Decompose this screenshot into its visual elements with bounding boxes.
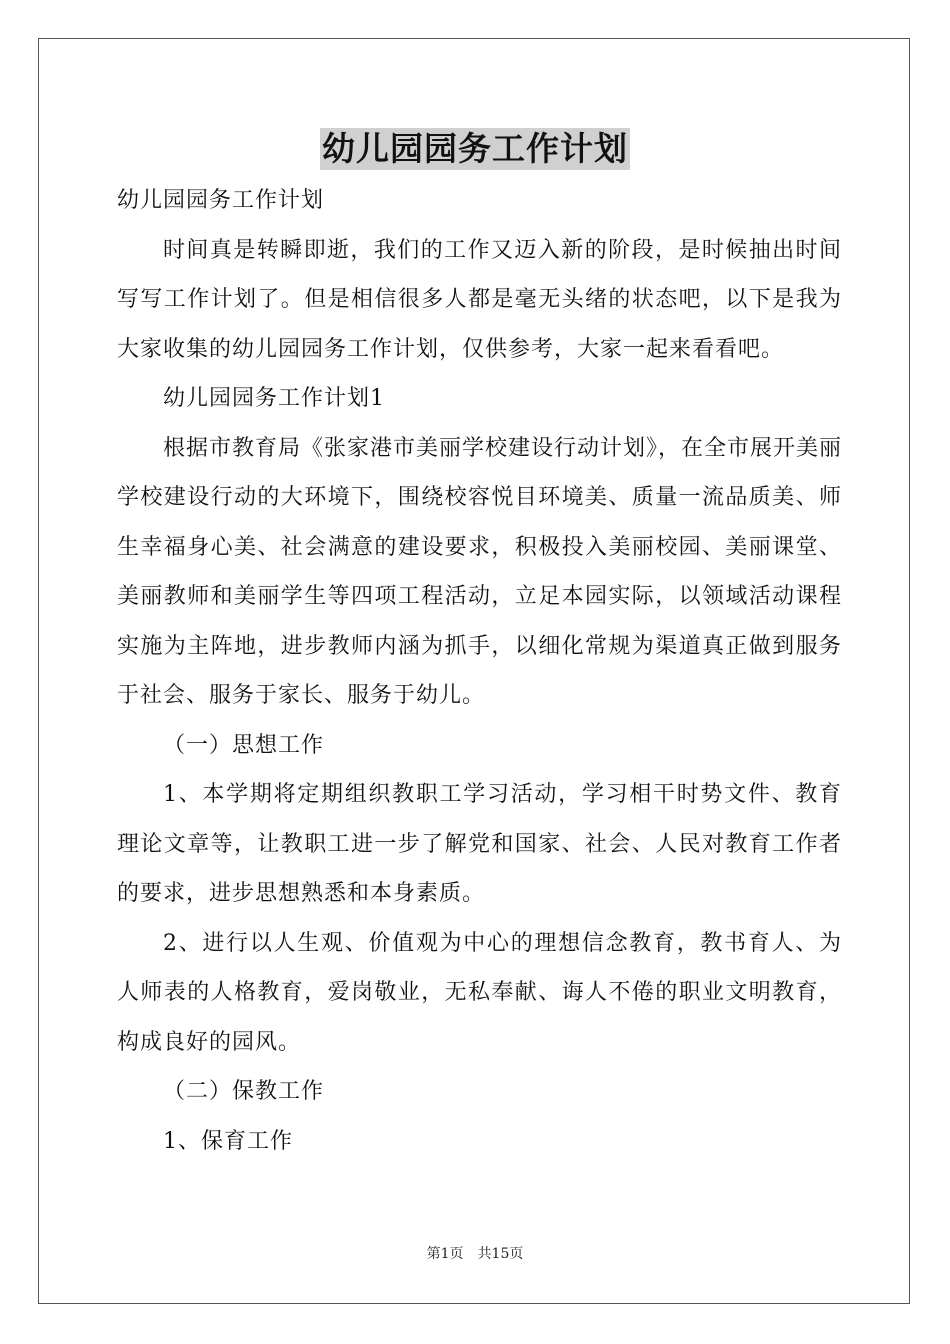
page-total: 共15页: [477, 1246, 524, 1262]
paragraph-care-1: 1、保育工作: [163, 1128, 293, 1154]
paragraph-ideology-2: 2、进行以人生观、价值观为中心的理想信念教育，教书育人、为人师表的人格教育，爱岗敬业，无私奉献、诲人不倦的职业文明教育，构成良好的园风。: [117, 930, 842, 1055]
page-number: 第1页: [426, 1246, 464, 1262]
document-body: [117, 176, 842, 1166]
paragraph-heading-care: （二）保教工作: [163, 1079, 325, 1104]
paragraph-section-heading: 幼儿园园务工作计划1: [163, 386, 385, 411]
paragraph-intro: 时间真是转瞬即逝，我们的工作又迈入新的阶段，是时候抽出时间写写工作计划了。但是相信很多人都是毫无头绪的状态吧，以下是我为大家收集的幼儿园园务工作计划，仅供参考，大家一起来看看吧。: [117, 237, 842, 362]
paragraph-ideology-1: 1、本学期将定期组织教职工学习活动，学习相干时势文件、教育理论文章等，让教职工进一步了解党和国家、社会、人民对教育工作者的要求，进步思想熟悉和本身素质。: [117, 782, 842, 906]
title-container: [0, 128, 950, 170]
document-title: 幼儿园园务工作计划: [322, 129, 628, 168]
paragraph-heading-ideology: （一）思想工作: [163, 732, 325, 758]
paragraph-overview: 根据市教育局《张家港市美丽学校建设行动计划》，在全市展开美丽学校建设行动的大环境下，围绕校容悦目环境美、质量一流品质美、师生幸福身心美、社会满意的建设要求，积极投入美丽校园、美丽课堂、美丽教师和美丽学生等四项工程活动，立足本园实际，以领域活动课程实施为主阵地，进步教师内涵为抓手，以细化常规为渠道真正做到服务于社会、服务于家长、服务于幼儿。: [117, 435, 843, 708]
page-footer: [0, 1244, 950, 1264]
paragraph-subtitle: 幼儿园园务工作计划: [117, 188, 325, 213]
